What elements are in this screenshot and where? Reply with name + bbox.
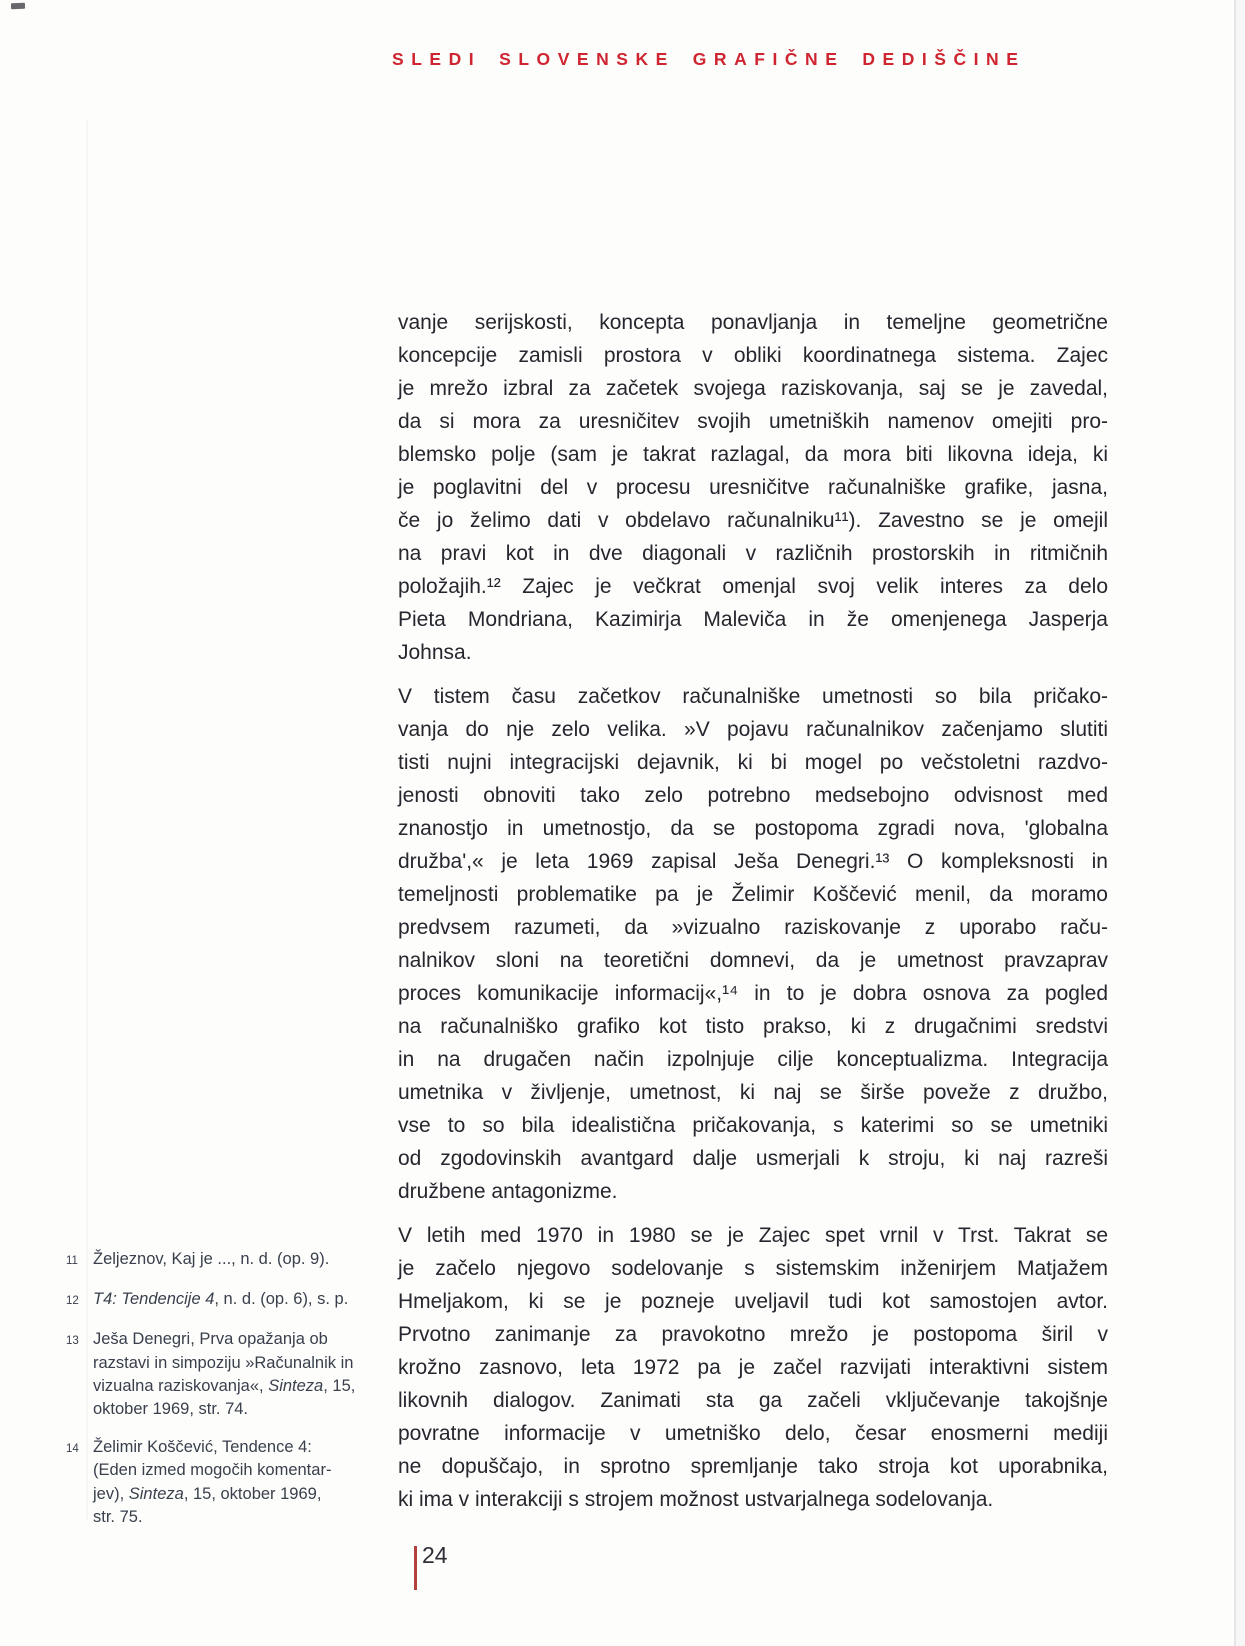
footnote-text: Željeznov, Kaj je ..., n. d. (op. 9).	[93, 1250, 330, 1268]
paragraph	[398, 680, 1108, 1208]
footnote-marker: 11	[66, 1255, 78, 1267]
footnote-text: Želimir Koščević, Tendence 4: (Eden izmed mogočih komentar- jev), Sinteza, 15, oktober 1969, str. 75.	[93, 1438, 332, 1526]
footnote	[66, 1248, 386, 1273]
body-line: jenosti obnoviti tako zelo potrebno medsebojno odvisnost med	[398, 784, 1108, 807]
body-line: znanostjo in umetnostjo, da se postopoma zgradi nova, 'globalna	[398, 817, 1108, 840]
body-line: Johnsa.	[398, 641, 472, 664]
body-line: in na drugačen način izpolnjuje cilje konceptualizma. Integracija	[398, 1048, 1108, 1071]
footnote-text: Ješa Denegri, Prva opažanja ob razstavi in simpoziju »Računalnik in vizualna raziskovanja«, Sinteza, 15, oktober 1969, str. 74.	[93, 1330, 356, 1419]
body-line: položajih.¹² Zajec je večkrat omenjal svoj velik interes za delo	[398, 575, 1108, 598]
footnote	[66, 1328, 386, 1421]
body-paragraphs	[398, 306, 1108, 1527]
body-line: temeljnosti problematike pa je Želimir Koščević menil, da moramo	[398, 883, 1108, 906]
paragraph	[398, 1219, 1108, 1516]
body-line: krožno zasnovo, leta 1972 pa je začel razvijati interaktivni sistem	[398, 1356, 1108, 1379]
footnote	[66, 1436, 386, 1529]
body-line: je poglavitni del v procesu uresničitve računalniške grafike, jasna,	[398, 476, 1108, 499]
footnotes	[66, 1248, 386, 1544]
body-line: družba',« je leta 1969 zapisal Ješa Denegri.¹³ O kompleksnosti in	[398, 850, 1108, 873]
body-line: je začelo njegovo sodelovanje s sistemskim inženirjem Matjažem	[398, 1257, 1108, 1280]
body-line: ne dopuščajo, in sprotno spremljanje tako stroja kot uporabnika,	[398, 1455, 1108, 1478]
body-line: vanje serijskosti, koncepta ponavljanja in temeljne geometrične	[398, 311, 1108, 334]
body-line: Pieta Mondriana, Kazimirja Maleviča in že omenjenega Jasperja	[398, 608, 1108, 631]
body-line: na pravi kot in dve diagonali v različnih prostorskih in ritmičnih	[398, 542, 1108, 565]
body-line: tisti nujni integracijski dejavnik, ki bi mogel po večstoletni razdvo-	[398, 751, 1108, 774]
body-line: koncepcije zamisli prostora v obliki koordinatnega sistema. Zajec	[398, 344, 1108, 367]
body-line: je mrežo izbral za začetek svojega raziskovanja, saj se je zavedal,	[398, 377, 1108, 400]
footnote-text: T4: Tendencije 4, n. d. (op. 6), s. p.	[93, 1290, 349, 1309]
body-line: likovnih dialogov. Zanimati sta ga začeli vključevanje takojšnje	[398, 1389, 1108, 1412]
body-line: proces komunikacije informacij«,¹⁴ in to je dobra osnova za pogled	[398, 982, 1108, 1005]
body-line: nalnikov sloni na teoretični domnevi, da je umetnost pravzaprav	[398, 949, 1108, 972]
body-line: Prvotno zanimanje za pravokotno mrežo je postopoma širil v	[398, 1323, 1108, 1346]
running-header: SLEDI SLOVENSKE GRAFIČNE DEDIŠČINE	[392, 49, 1026, 69]
body-line: blemsko polje (sam je takrat razlagal, da mora biti likovna ideja, ki	[398, 443, 1108, 466]
body-line: ki ima v interakciji s strojem možnost ustvarjalnega sodelovanja.	[398, 1488, 994, 1511]
body-line: Hmeljakom, ki se je pozneje uveljavil tudi kot samostojen avtor.	[398, 1290, 1108, 1313]
body-line: če jo želimo dati v obdelavo računalniku¹¹). Zavestno se je omejil	[398, 509, 1108, 532]
body-line: predvsem razumeti, da »vizualno raziskovanje z uporabo raču-	[398, 916, 1108, 939]
body-line: V letih med 1970 in 1980 se je Zajec spet vrnil v Trst. Takrat se	[398, 1224, 1108, 1247]
body-line: na računalniško grafiko kot tisto prakso, ki z drugačnimi sredstvi	[398, 1015, 1108, 1038]
scan-smudge	[11, 3, 25, 9]
page-edge	[1234, 0, 1245, 1646]
body-line: vse to so bila idealistična pričakovanja, s katerimi so se umetniki	[398, 1114, 1108, 1137]
body-line: od zgodovinskih avantgard dalje usmerjali k stroju, ki naj razreši	[398, 1147, 1108, 1170]
body-line: umetnika v življenje, umetnost, ki naj se širše poveže z družbo,	[398, 1081, 1108, 1104]
footnote-marker: 14	[66, 1443, 79, 1456]
footnote-marker: 13	[66, 1335, 79, 1348]
page-number: 24	[422, 1542, 448, 1568]
body-line: da si mora za uresničitev svojih umetniških namenov omejiti pro-	[398, 410, 1108, 433]
body-line: povratne informacije v umetniško delo, česar enosmerni mediji	[398, 1422, 1108, 1445]
body-line: V tistem času začetkov računalniške umetnosti so bila pričako-	[398, 685, 1108, 708]
body-line: vanja do nje zelo velika. »V pojavu računalnikov začenjamo slutiti	[398, 718, 1108, 741]
footnote-marker: 12	[66, 1295, 79, 1308]
page-number-rule	[414, 1546, 417, 1590]
body-line: družbene antagonizme.	[398, 1180, 618, 1203]
footnote	[66, 1288, 386, 1313]
paragraph	[398, 306, 1108, 669]
